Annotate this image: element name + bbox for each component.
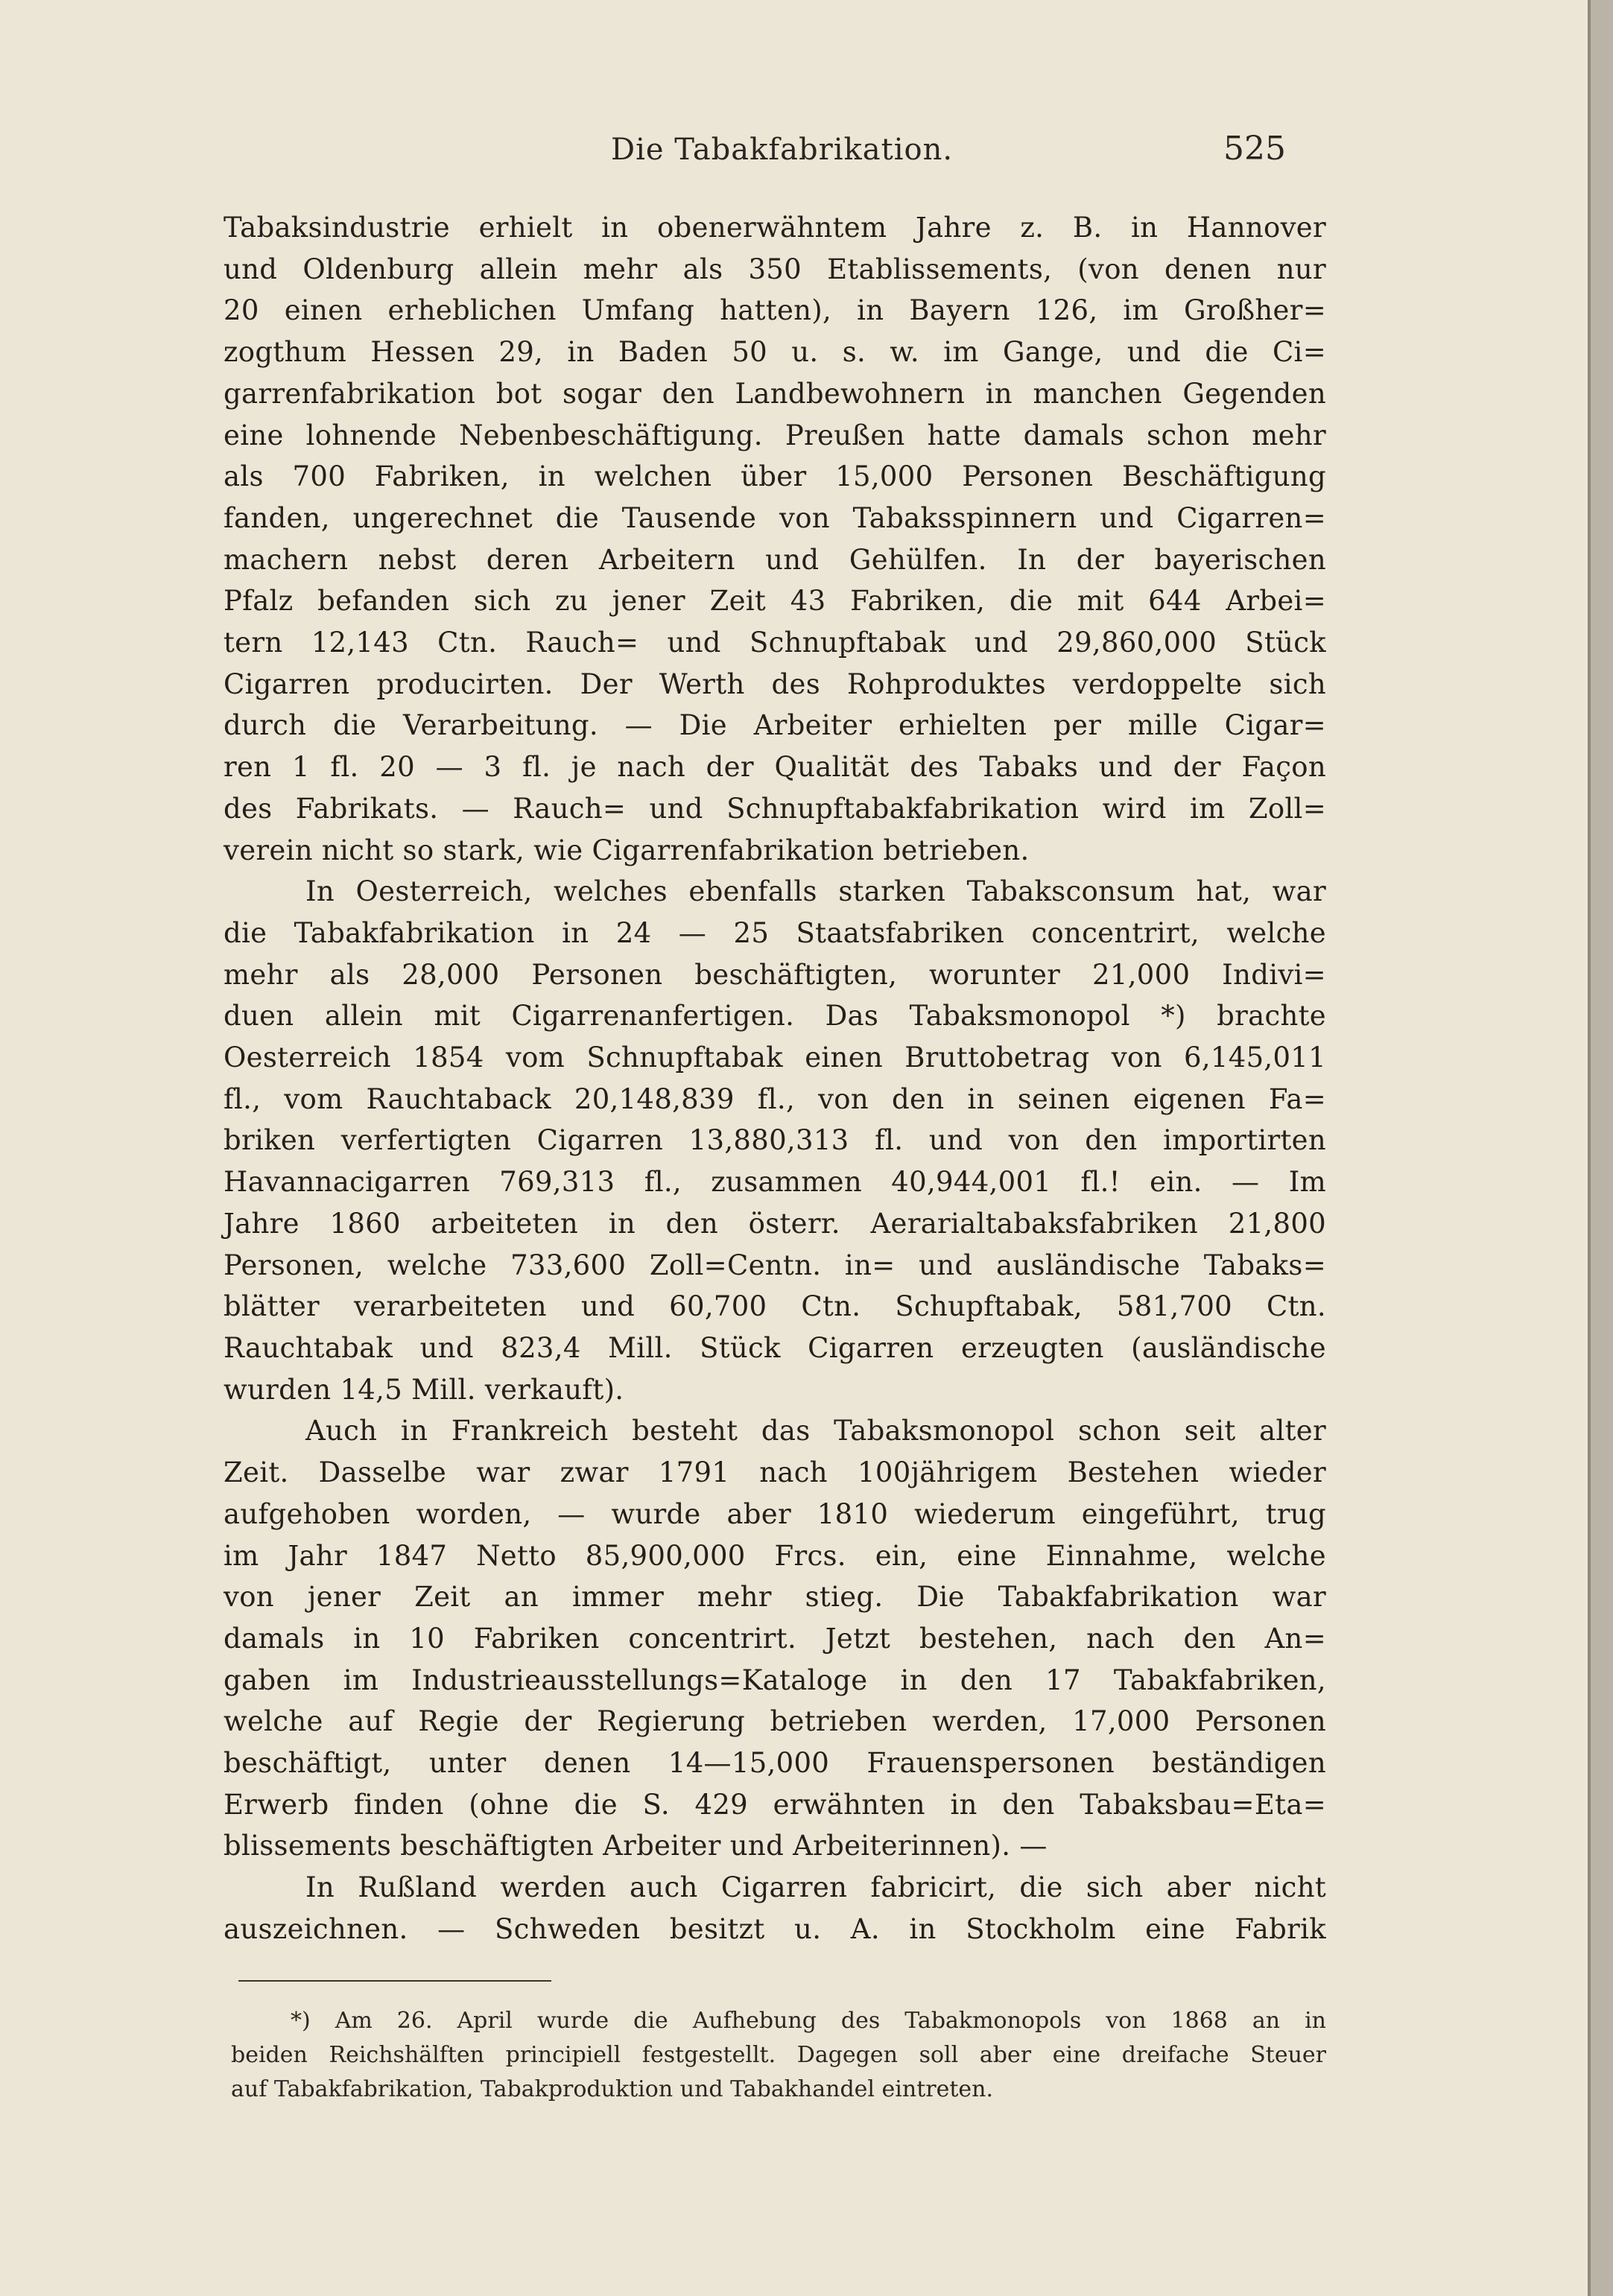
text-line: Tabaksindustrie erhielt in obenerwähntem Jahre z. B. in Hannover: [224, 212, 1326, 244]
footnote-line: *) Am 26. April wurde die Aufhebung des Tabakmonopols von 1868 an in: [291, 2008, 1326, 2034]
text-line: ren 1 fl. 20 — 3 fl. je nach der Qualität des Tabaks und der Façon: [224, 751, 1326, 784]
text-line: Zeit. Dasselbe war zwar 1791 nach 100jährigem Bestehen wieder: [224, 1456, 1326, 1489]
text-line: von jener Zeit an immer mehr stieg. Die Tabakfabrikation war: [224, 1581, 1326, 1614]
running-head: [0, 130, 1591, 177]
binding-gutter: [1591, 0, 1613, 2296]
text-line: auszeichnen. — Schweden besitzt u. A. in Stockholm eine Fabrik: [224, 1912, 1326, 1945]
text-line: damals in 10 Fabriken concentrirt. Jetzt bestehen, nach den An=: [224, 1622, 1326, 1655]
text-line: Cigarren producirten. Der Werth des Rohproduktes verdoppelte sich: [224, 667, 1326, 700]
text-line: blissements beschäftigten Arbeiter und Arbeiterinnen). —: [224, 1830, 1048, 1862]
text-line: des Fabrikats. — Rauch= und Schnupftabakfabrikation wird im Zoll=: [224, 792, 1326, 825]
text-line: gaben im Industrieausstellungs=Kataloge in den 17 Tabakfabriken,: [224, 1664, 1326, 1696]
text-line: Erwerb finden (ohne die S. 429 erwähnten in den Tabaksbau=Eta=: [224, 1788, 1326, 1821]
text-line: Pfalz befanden sich zu jener Zeit 43 Fabriken, die mit 644 Arbei=: [224, 585, 1326, 618]
page-number: 525: [1223, 130, 1286, 168]
text-line: garrenfabrikation bot sogar den Landbewohnern in manchen Gegenden: [224, 377, 1326, 410]
text-line: tern 12,143 Ctn. Rauch= und Schnupftabak und 29,860,000 Stück: [224, 627, 1326, 659]
body-text: [224, 207, 1326, 1950]
text-line: In Rußland werden auch Cigarren fabricirt, die sich aber nicht: [305, 1871, 1326, 1904]
text-line: durch die Verarbeitung. — Die Arbeiter erhielten per mille Cigar=: [224, 709, 1326, 742]
text-line: 20 einen erheblichen Umfang hatten), in Bayern 126, im Großher=: [224, 294, 1326, 327]
text-line: blätter verarbeiteten und 60,700 Ctn. Schupftabak, 581,700 Ctn.: [224, 1290, 1326, 1323]
text-line: als 700 Fabriken, in welchen über 15,000 Personen Beschäftigung: [224, 460, 1326, 493]
text-line: fl., vom Rauchtaback 20,148,839 fl., von den in seinen eigenen Fa=: [224, 1082, 1326, 1115]
text-line: fanden, ungerechnet die Tausende von Tabaksspinnern und Cigarren=: [224, 501, 1326, 534]
text-line: Auch in Frankreich besteht das Tabaksmonopol schon seit alter: [305, 1415, 1326, 1447]
text-line: mehr als 28,000 Personen beschäftigten, worunter 21,000 Indivi=: [224, 958, 1326, 991]
text-line: eine lohnende Nebenbeschäftigung. Preußen hatte damals schon mehr: [224, 419, 1326, 451]
text-line: Rauchtabak und 823,4 Mill. Stück Cigarren erzeugten (ausländische: [224, 1331, 1326, 1364]
text-line: zogthum Hessen 29, in Baden 50 u. s. w. im Gange, und die Ci=: [224, 336, 1326, 369]
text-line: welche auf Regie der Regierung betrieben werden, 17,000 Personen: [224, 1705, 1326, 1738]
text-line: im Jahr 1847 Netto 85,900,000 Frcs. ein, eine Einnahme, welche: [224, 1539, 1326, 1572]
text-line: In Oesterreich, welches ebenfalls starken Tabaksconsum hat, war: [305, 875, 1326, 908]
text-line: Jahre 1860 arbeiteten in den österr. Aerarialtabaksfabriken 21,800: [224, 1207, 1326, 1240]
text-line: aufgehoben worden, — wurde aber 1810 wiederum eingeführt, trug: [224, 1497, 1326, 1530]
footnote-line: beiden Reichshälften principiell festgestellt. Dagegen soll aber eine dreifache Steuer: [231, 2042, 1326, 2068]
text-line: Personen, welche 733,600 Zoll=Centn. in= und ausländische Tabaks=: [224, 1249, 1326, 1281]
footnote-rule: [238, 1980, 551, 1982]
text-line: beschäftigt, unter denen 14—15,000 Frauenspersonen beständigen: [224, 1747, 1326, 1780]
text-line: verein nicht so stark, wie Cigarrenfabrikation betrieben.: [224, 834, 1030, 866]
text-line: machern nebst deren Arbeitern und Gehülfen. In der bayerischen: [224, 543, 1326, 576]
footnote-line: auf Tabakfabrikation, Tabakproduktion und Tabakhandel eintreten.: [231, 2076, 994, 2102]
running-title: Die Tabakfabrikation.: [611, 133, 954, 167]
footnote: [231, 2004, 1326, 2107]
text-line: briken verfertigten Cigarren 13,880,313 fl. und von den importirten: [224, 1124, 1326, 1157]
text-line: wurden 14,5 Mill. verkauft).: [224, 1373, 624, 1406]
text-line: Oesterreich 1854 vom Schnupftabak einen Bruttobetrag von 6,145,011: [224, 1041, 1326, 1074]
text-line: die Tabakfabrikation in 24 — 25 Staatsfabriken concentrirt, welche: [224, 916, 1326, 949]
text-line: duen allein mit Cigarrenanfertigen. Das Tabaksmonopol *) brachte: [224, 1000, 1326, 1033]
text-line: und Oldenburg allein mehr als 350 Etablissements, (von denen nur: [224, 253, 1326, 285]
text-line: Havannacigarren 769,313 fl., zusammen 40,944,001 fl.! ein. — Im: [224, 1166, 1326, 1199]
